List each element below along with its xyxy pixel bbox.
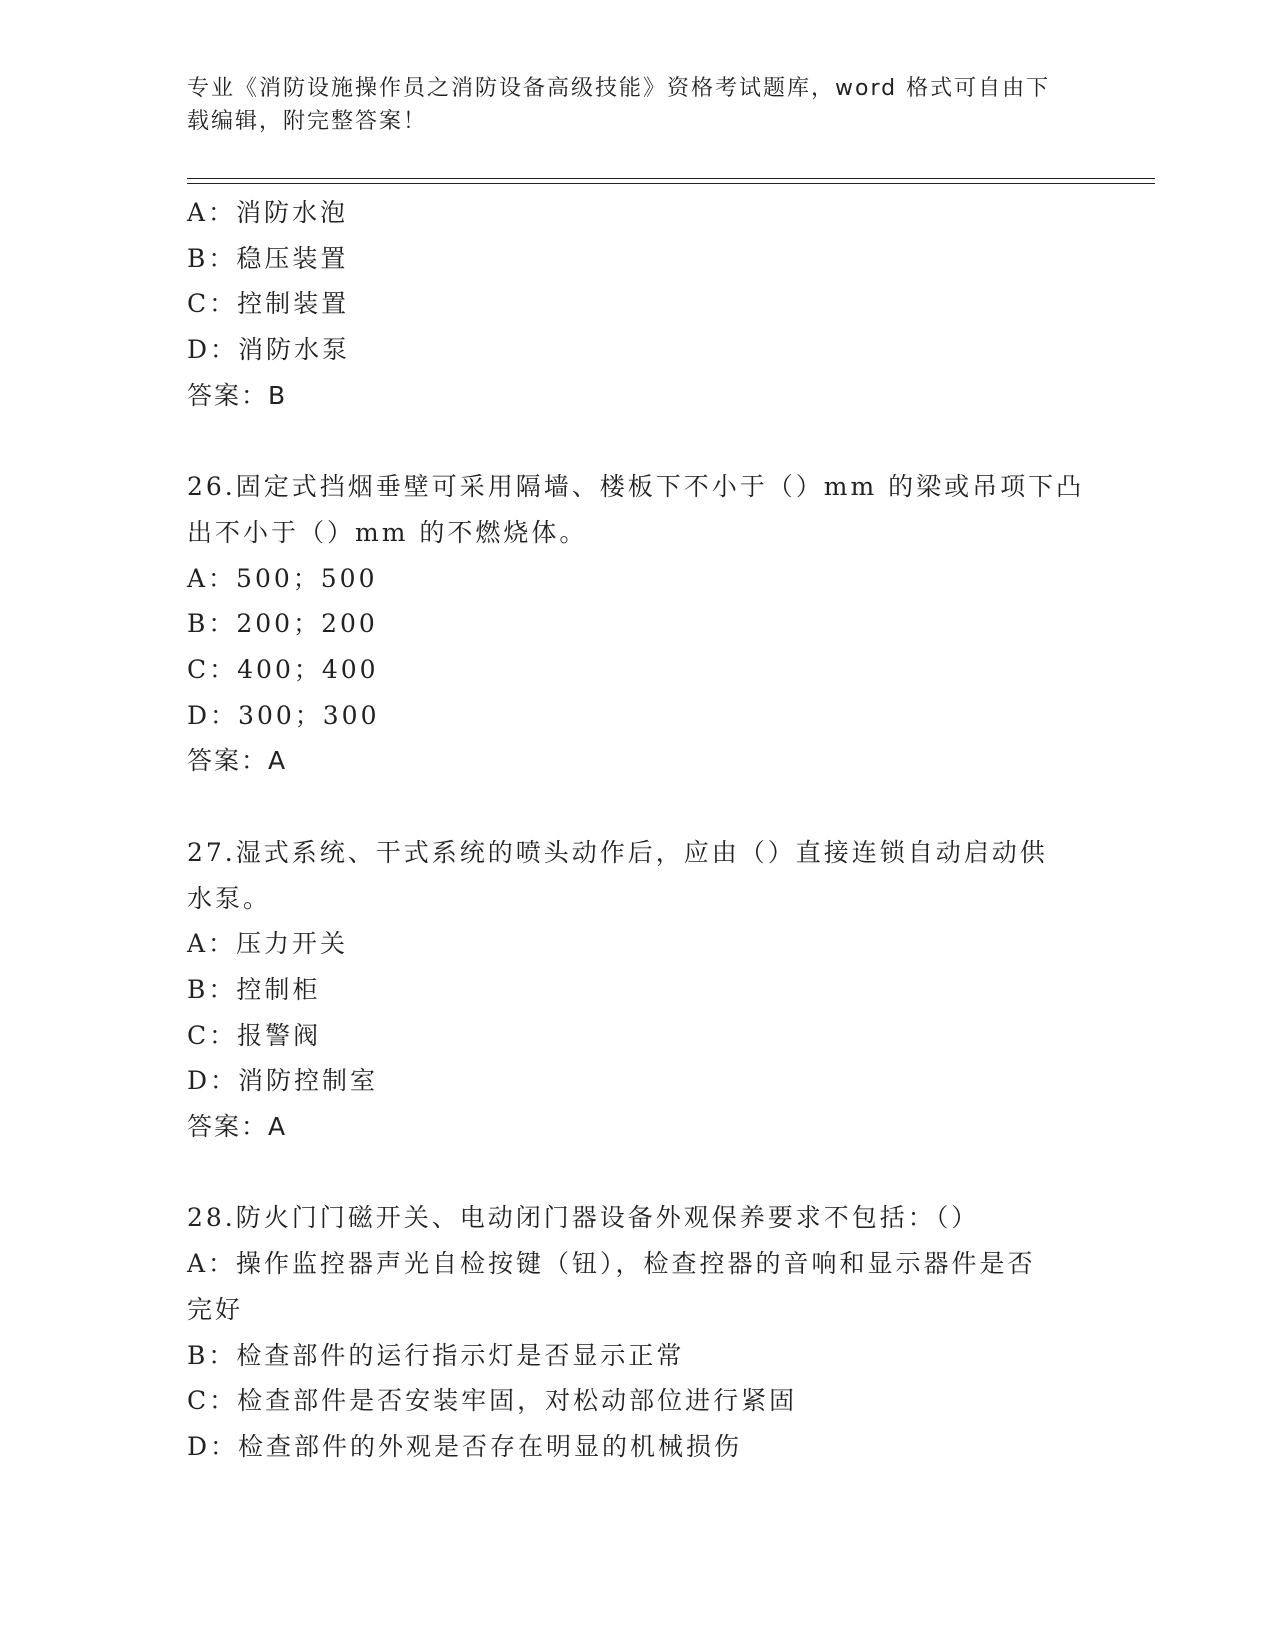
option-a: A：消防水泡	[187, 198, 349, 227]
spacer	[187, 1150, 1087, 1196]
header-divider-bottom	[187, 183, 1155, 184]
option-b: B：检查部件的运行指示灯是否显示正常	[187, 1340, 685, 1370]
option-a: A：500；500	[187, 563, 378, 593]
option-a: A：压力开关	[187, 929, 349, 959]
header-divider-top	[187, 178, 1155, 179]
question-stem-line-1: 27.湿式系统、干式系统的喷头动作后，应由（）直接连锁自动启动供	[187, 837, 1048, 867]
header-line-2: 载编辑，附完整答案！	[187, 109, 428, 134]
question-stem-line-2: 水泵。	[187, 883, 272, 913]
question-stem-line-1: 28.防火门门磁开关、电动闭门器设备外观保养要求不包括：（）	[187, 1203, 980, 1233]
spacer	[187, 419, 1087, 465]
option-a-line-1: A：操作监控器声光自检按键（钮），检查控器的音响和显示器件是否	[187, 1249, 1036, 1279]
question-26	[187, 464, 1087, 784]
document-header	[187, 72, 1067, 138]
option-c: C：控制装置	[187, 289, 350, 319]
spacer	[187, 784, 1087, 830]
answer: 答案：B	[187, 380, 288, 410]
header-line-1: 专业《消防设施操作员之消防设备高级技能》资格考试题库，word 格式可自由下	[187, 76, 1051, 101]
question-stem-line-2: 出不小于（）mm 的不燃烧体。	[187, 517, 588, 547]
option-c: C：报警阀	[187, 1020, 322, 1050]
answer: 答案：A	[187, 746, 288, 776]
option-d: D：检查部件的外观是否存在明显的机械损伤	[187, 1431, 743, 1461]
question-25	[187, 190, 1087, 419]
option-d: D：消防水泵	[187, 335, 351, 365]
option-d: D：消防控制室	[187, 1066, 379, 1096]
question-content	[187, 190, 1087, 1470]
option-c: C：检查部件是否安装牢固，对松动部位进行紧固	[187, 1386, 798, 1416]
question-28	[187, 1195, 1087, 1469]
question-stem-line-1: 26.固定式挡烟垂壁可采用隔墙、楼板下不小于（）mm 的梁或吊项下凸	[187, 472, 1085, 502]
option-b: B：控制柜	[187, 974, 321, 1004]
question-27	[187, 830, 1087, 1150]
option-b: B：200；200	[187, 609, 378, 639]
option-a-line-2: 完好	[187, 1294, 244, 1324]
answer: 答案：A	[187, 1112, 288, 1142]
option-c: C：400；400	[187, 655, 379, 685]
option-d: D：300；300	[187, 700, 380, 730]
option-b: B：稳压装置	[187, 243, 349, 273]
